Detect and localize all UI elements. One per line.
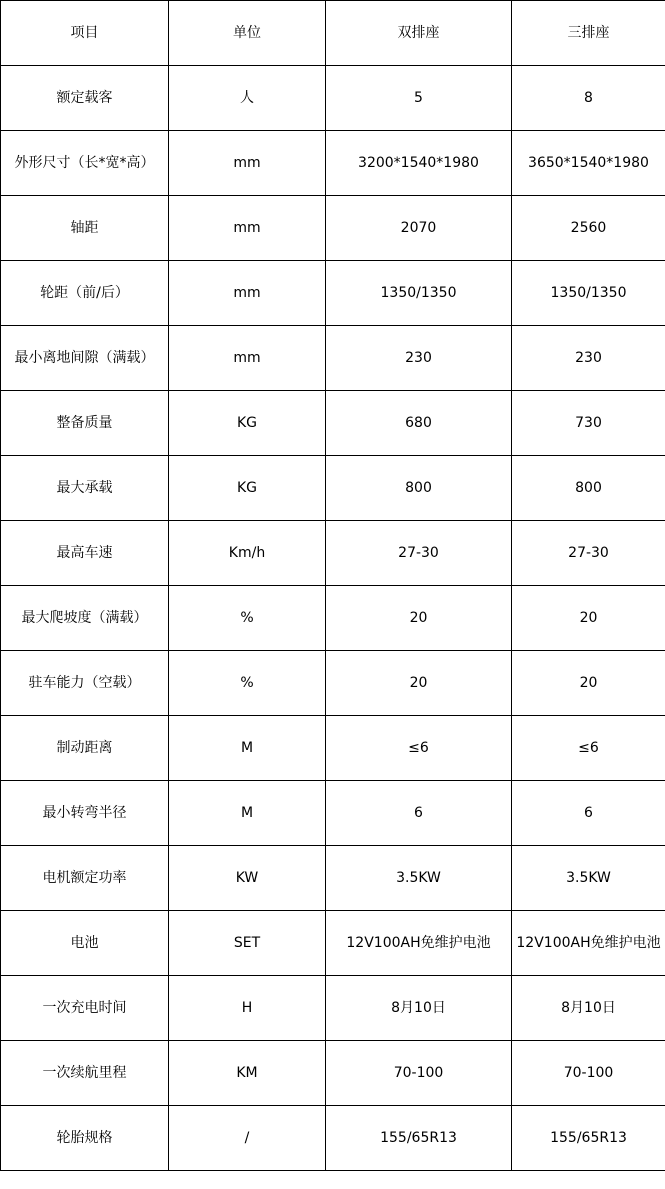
triple-row-value-cell: 20 bbox=[512, 651, 665, 716]
item-cell: 轮胎规格 bbox=[1, 1106, 169, 1171]
unit-cell: mm bbox=[169, 326, 326, 391]
double-row-value-cell: 680 bbox=[326, 391, 512, 456]
unit-cell: KM bbox=[169, 1041, 326, 1106]
table-row bbox=[1, 846, 665, 911]
unit-cell: mm bbox=[169, 261, 326, 326]
unit-cell: % bbox=[169, 651, 326, 716]
unit-cell: mm bbox=[169, 131, 326, 196]
unit-cell: 人 bbox=[169, 66, 326, 131]
item-cell: 制动距离 bbox=[1, 716, 169, 781]
header-cell-double-row-seat: 双排座 bbox=[326, 1, 512, 66]
triple-row-value-cell: 27-30 bbox=[512, 521, 665, 586]
table-row bbox=[1, 976, 665, 1041]
double-row-value-cell: 230 bbox=[326, 326, 512, 391]
table-row bbox=[1, 521, 665, 586]
item-cell: 轮距（前/后） bbox=[1, 261, 169, 326]
table-row bbox=[1, 781, 665, 846]
double-row-value-cell: 2070 bbox=[326, 196, 512, 261]
triple-row-value-cell: 1350/1350 bbox=[512, 261, 665, 326]
item-cell: 最大爬坡度（满载） bbox=[1, 586, 169, 651]
item-cell: 驻车能力（空载） bbox=[1, 651, 169, 716]
table-row bbox=[1, 326, 665, 391]
triple-row-value-cell: 8月10日 bbox=[512, 976, 665, 1041]
triple-row-value-cell: 155/65R13 bbox=[512, 1106, 665, 1171]
unit-cell: H bbox=[169, 976, 326, 1041]
double-row-value-cell: 70-100 bbox=[326, 1041, 512, 1106]
table-row bbox=[1, 66, 665, 131]
item-cell: 外形尺寸（长*宽*高） bbox=[1, 131, 169, 196]
table-row bbox=[1, 196, 665, 261]
unit-cell: M bbox=[169, 781, 326, 846]
table-row bbox=[1, 391, 665, 456]
item-cell: 电池 bbox=[1, 911, 169, 976]
double-row-value-cell: 800 bbox=[326, 456, 512, 521]
item-cell: 最小转弯半径 bbox=[1, 781, 169, 846]
triple-row-value-cell: 70-100 bbox=[512, 1041, 665, 1106]
triple-row-value-cell: 12V100AH免维护电池 bbox=[512, 911, 665, 976]
table-header-row bbox=[1, 1, 665, 66]
double-row-value-cell: 155/65R13 bbox=[326, 1106, 512, 1171]
table-body bbox=[1, 1, 665, 1171]
item-cell: 额定载客 bbox=[1, 66, 169, 131]
unit-cell: mm bbox=[169, 196, 326, 261]
double-row-value-cell: 20 bbox=[326, 651, 512, 716]
table-row bbox=[1, 651, 665, 716]
triple-row-value-cell: 3.5KW bbox=[512, 846, 665, 911]
header-cell-unit: 单位 bbox=[169, 1, 326, 66]
unit-cell: / bbox=[169, 1106, 326, 1171]
header-cell-triple-row-seat: 三排座 bbox=[512, 1, 665, 66]
triple-row-value-cell: 8 bbox=[512, 66, 665, 131]
table-row bbox=[1, 1106, 665, 1171]
double-row-value-cell: 6 bbox=[326, 781, 512, 846]
unit-cell: Km/h bbox=[169, 521, 326, 586]
item-cell: 一次续航里程 bbox=[1, 1041, 169, 1106]
double-row-value-cell: 12V100AH免维护电池 bbox=[326, 911, 512, 976]
double-row-value-cell: ≤6 bbox=[326, 716, 512, 781]
unit-cell: M bbox=[169, 716, 326, 781]
table-row bbox=[1, 1041, 665, 1106]
unit-cell: KW bbox=[169, 846, 326, 911]
triple-row-value-cell: ≤6 bbox=[512, 716, 665, 781]
triple-row-value-cell: 800 bbox=[512, 456, 665, 521]
triple-row-value-cell: 2560 bbox=[512, 196, 665, 261]
unit-cell: SET bbox=[169, 911, 326, 976]
double-row-value-cell: 20 bbox=[326, 586, 512, 651]
item-cell: 轴距 bbox=[1, 196, 169, 261]
item-cell: 电机额定功率 bbox=[1, 846, 169, 911]
double-row-value-cell: 3200*1540*1980 bbox=[326, 131, 512, 196]
unit-cell: KG bbox=[169, 391, 326, 456]
item-cell: 最小离地间隙（满载） bbox=[1, 326, 169, 391]
unit-cell: % bbox=[169, 586, 326, 651]
double-row-value-cell: 27-30 bbox=[326, 521, 512, 586]
table-row bbox=[1, 716, 665, 781]
double-row-value-cell: 3.5KW bbox=[326, 846, 512, 911]
triple-row-value-cell: 230 bbox=[512, 326, 665, 391]
table-row bbox=[1, 131, 665, 196]
item-cell: 一次充电时间 bbox=[1, 976, 169, 1041]
triple-row-value-cell: 20 bbox=[512, 586, 665, 651]
double-row-value-cell: 5 bbox=[326, 66, 512, 131]
triple-row-value-cell: 3650*1540*1980 bbox=[512, 131, 665, 196]
triple-row-value-cell: 6 bbox=[512, 781, 665, 846]
header-cell-item: 项目 bbox=[1, 1, 169, 66]
table-row bbox=[1, 456, 665, 521]
triple-row-value-cell: 730 bbox=[512, 391, 665, 456]
double-row-value-cell: 8月10日 bbox=[326, 976, 512, 1041]
table-row bbox=[1, 586, 665, 651]
unit-cell: KG bbox=[169, 456, 326, 521]
item-cell: 最高车速 bbox=[1, 521, 169, 586]
table-row bbox=[1, 911, 665, 976]
double-row-value-cell: 1350/1350 bbox=[326, 261, 512, 326]
item-cell: 最大承载 bbox=[1, 456, 169, 521]
table-row bbox=[1, 261, 665, 326]
item-cell: 整备质量 bbox=[1, 391, 169, 456]
